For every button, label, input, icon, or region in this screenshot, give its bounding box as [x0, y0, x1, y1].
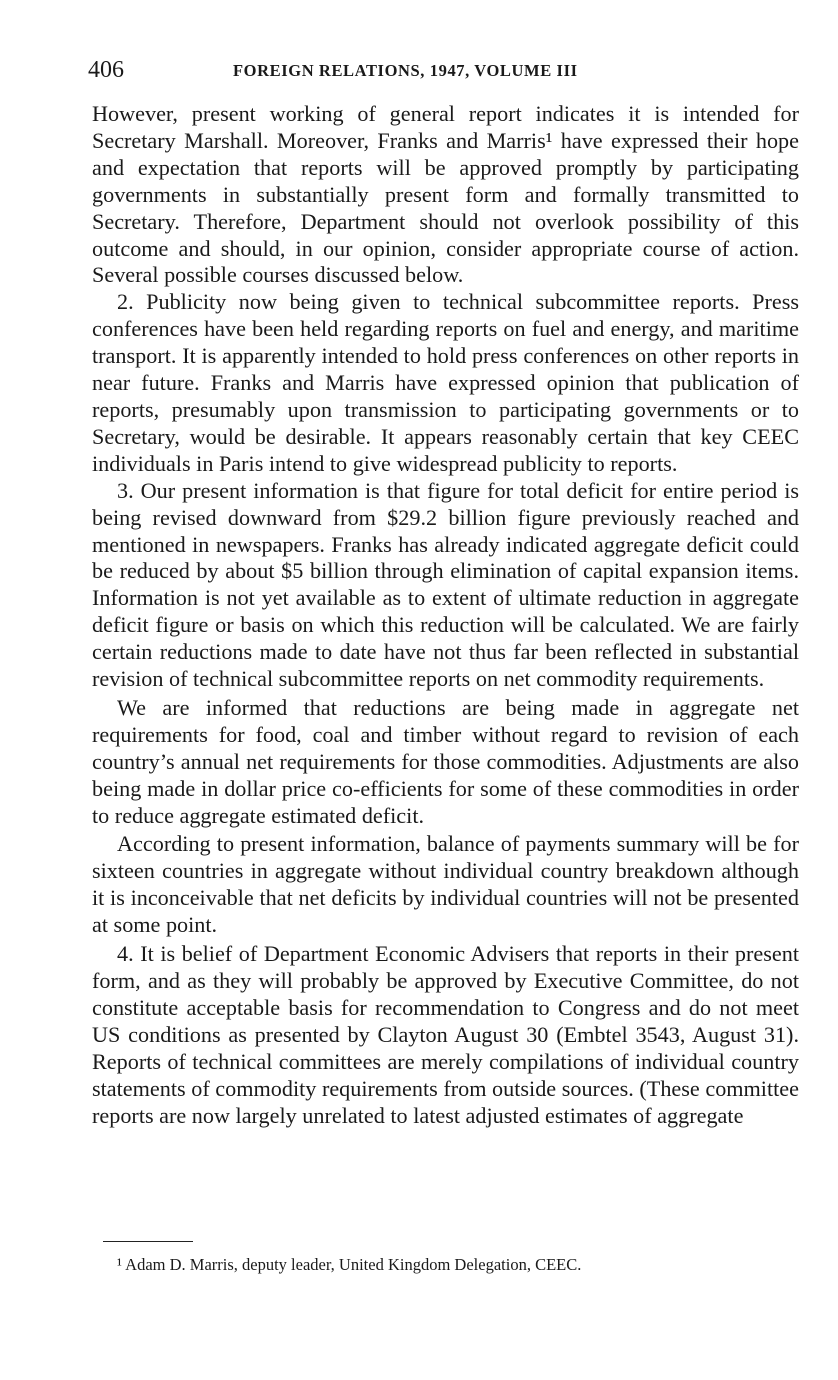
paragraph-continuation: However, present working of general report indicates it is intended for Secretary Marshall. Moreover, Franks and Marris¹ have expressed their hope and expectation that reports will be approved promptly by participating governments in substantially present form and formally transmitted to Secretary. Therefore, Department should not overlook possibility of this outcome and should, in our opinion, consider appropriate course of action. Several possible courses discussed below. — [92, 101, 799, 288]
page-number: 406 — [88, 57, 124, 83]
page-header — [88, 54, 800, 86]
body-text — [92, 101, 799, 1129]
paragraph-deficit: 3. Our present information is that figure for total deficit for entire period is being revised downward from $29.2 billion figure previously reached and mentioned in newspapers. Franks has already indicated aggregate deficit could be reduced by about $5 billion through elimination of capital expansion items. Information is not yet available as to extent of ultimate reduction in aggregate deficit figure or basis on which this reduction will be calculated. We are fairly certain reductions made to date have not thus far been reflected in substantial revision of technical subcommittee reports on net commodity requirements. — [92, 477, 799, 692]
paragraph-economic-advisers: 4. It is belief of Department Economic Advisers that reports in their present form, and as they will probably be approved by Executive Committee, do not constitute acceptable basis for recommendation to Congress and do not meet US conditions as presented by Clayton August 30 (Embtel 3543, August 31). Reports of technical committees are merely compilations of individual country statements of commodity requirements from outside sources. (These committee reports are now largely unrelated to latest adjusted estimates of aggregate — [92, 941, 799, 1128]
paragraph-publicity: 2. Publicity now being given to technical subcommittee reports. Press conferences have been held regarding reports on fuel and energy, and maritime transport. It is apparently intended to hold press conferences on other reports in near future. Franks and Marris have expressed opinion that publication of reports, presumably upon transmission to participating governments or to Secretary, would be desirable. It appears reasonably certain that key CEEC individuals in Paris intend to give widespread publicity to reports. — [92, 289, 799, 476]
footnote: ¹ Adam D. Marris, deputy leader, United Kingdom Delegation, CEEC. — [117, 1255, 582, 1274]
running-head: FOREIGN RELATIONS, 1947, VOLUME III — [233, 61, 578, 80]
footnote-divider — [103, 1241, 193, 1242]
paragraph-reductions: We are informed that reductions are being made in aggregate net requirements for food, coal and timber without regard to revision of each country’s annual net requirements for those commodities. Adjustments are also being made in dollar price co-efficients for some of these commodities in order to reduce aggregate estimated deficit. — [92, 694, 799, 828]
paragraph-balance-of-payments: According to present information, balance of payments summary will be for sixteen countries in aggregate without individual country breakdown although it is inconceivable that net deficits by individual countries will not be presented at some point. — [92, 831, 799, 938]
